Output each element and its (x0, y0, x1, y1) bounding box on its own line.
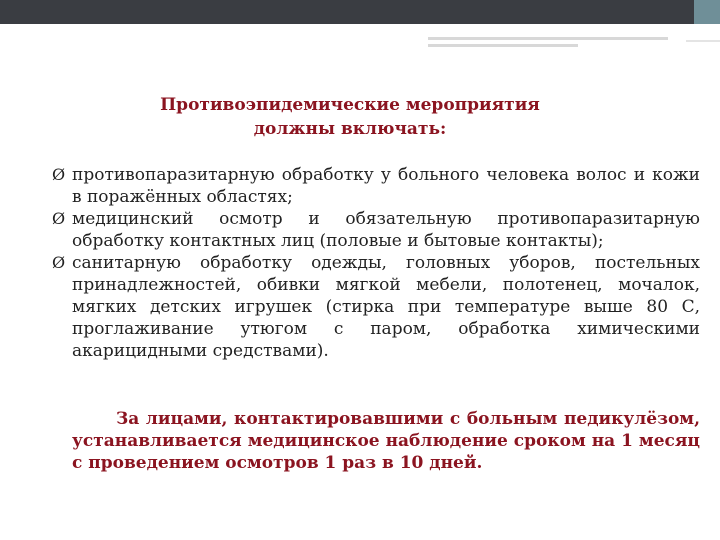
title-line: Противоэпидемические мероприятия (160, 95, 540, 115)
header-bar (0, 0, 720, 24)
list-item-text: медицинский осмотр и обязательную противопаразитарную обработку контактных лиц (половые и бытовые контакты); (72, 209, 700, 251)
title-line: должны включать: (253, 119, 447, 139)
decorative-rule (428, 44, 578, 47)
slide-title (90, 93, 610, 141)
arrow-bullet-icon: Ø (52, 253, 66, 272)
arrow-bullet-icon: Ø (52, 209, 66, 228)
list-item-text: противопаразитарную обработку у больного человека волос и кожи в поражённых областях; (72, 165, 700, 207)
decorative-rule (686, 40, 720, 42)
list-item (52, 208, 700, 252)
list-item (52, 252, 700, 362)
list-item (52, 164, 700, 208)
arrow-bullet-icon: Ø (52, 165, 66, 184)
observation-note: За лицами, контактировавшими с больным педикулёзом, устанавливается медицинское наблюдение сроком на 1 месяц с проведением осмотров 1 раз в 10 дней. (72, 409, 700, 473)
decorative-rule (428, 37, 668, 40)
measures-list (52, 164, 700, 362)
list-item-text: санитарную обработку одежды, головных уборов, постельных принадлежностей, обивки мягкой мебели, полотенец, мочалок, мягких детских игрушек (стирка при температуре выше 80 С, проглаживание утюгом с паром, обработка химическими акарицидными средствами). (72, 253, 700, 361)
header-accent-block (694, 0, 720, 24)
